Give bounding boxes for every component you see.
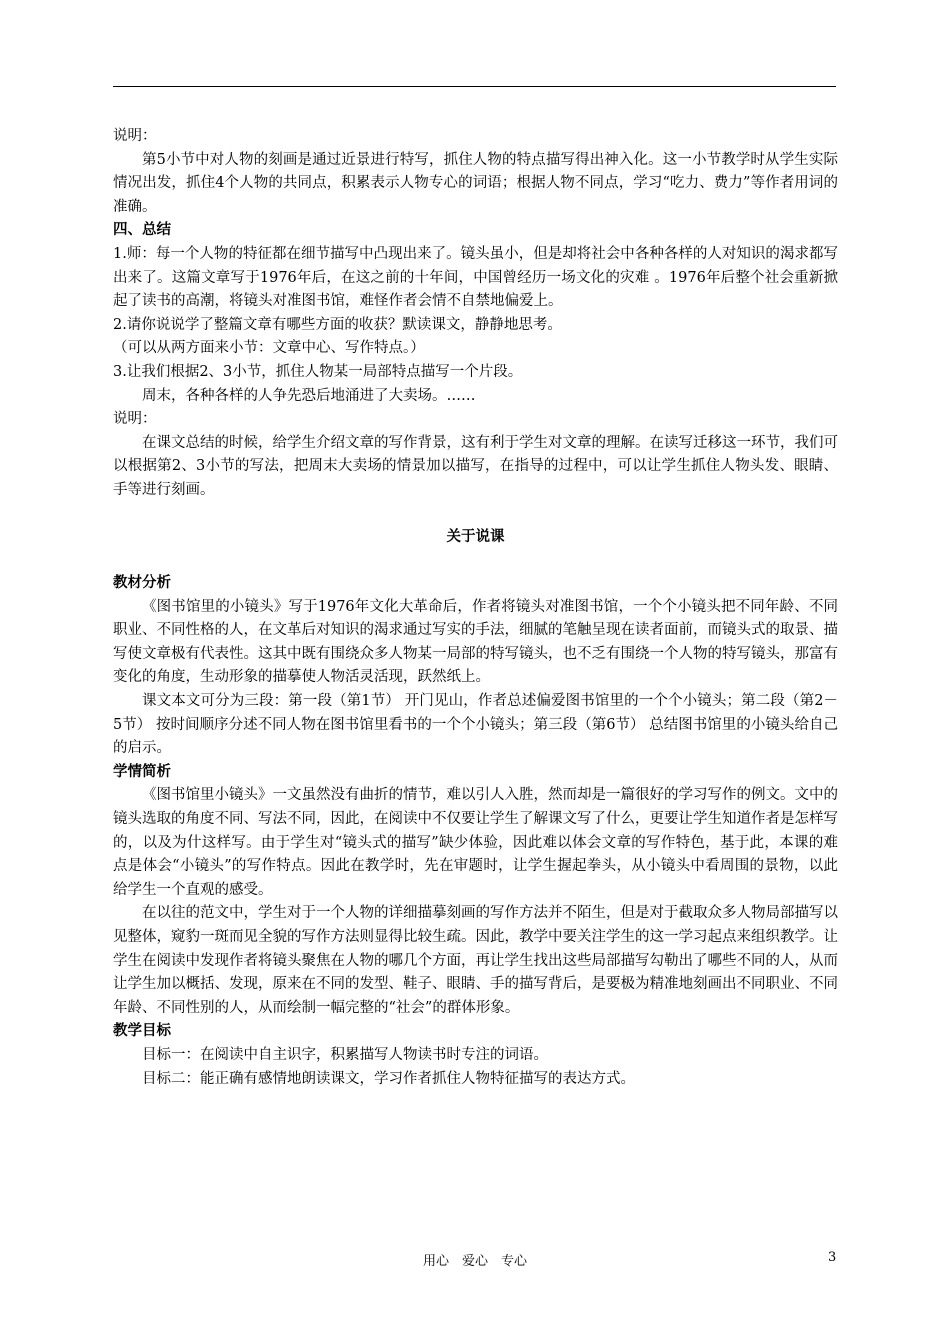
list-line: （可以从两方面来小节：文章中心、写作特点。） [113,340,425,357]
body-paragraph: 《图书馆里小镜头》一文虽然没有曲折的情节，难以引人入胜，然而却是一篇很好的学习写作的例文。文中的镜头选取的角度不同、写法不同，因此，在阅读中不仅要让学生了解课文写了什么，更要让学生知道作者是怎样写的，以及为什这样写。由于学生对“镜头式的描写”缺少体验，因此难以体会文章的写作特色，基于此，本课的难点是体会“小镜头”的写作特点。因此在教学时，先在审题时，让学生握起拳头，从小镜头中看周围的景物，以此给学生一个直观的感受。 [113,787,838,898]
document-body [113,125,838,1091]
header-rule [113,86,836,87]
section-heading: 四、总结 [113,222,171,239]
body-paragraph: 目标一：在阅读中自主识字，积累描写人物读书时专注的词语。 [142,1046,548,1063]
section-spacer [113,503,838,526]
body-paragraph: 目标二：能正确有感情地朗读课文，学习作者抓住人物特征描写的表达方式。 [142,1070,635,1087]
body-paragraph: 在以往的范文中，学生对于一个人物的详细描摹刻画的写作方法并不陌生，但是对于截取众多人物局部描写以见整体，窥豹一斑而见全貌的写作方法则显得比较生疏。因此，教学中要关注学生的这一学习起点来组织教学。让学生在阅读中发现作者将镜头聚焦在人物的哪几个方面，再让学生找出这些局部描写勾勒出了哪些不同的人，从而让学生加以概括、发现，原来在不同的发型、鞋子、眼睛、手的描写背后，是要极为精准地刻画出不同职业、不同年龄、不同性别的人，从而绘制一幅完整的“社会”的群体形象。 [113,905,838,1016]
section-spacer [113,549,838,572]
body-paragraph: 在课文总结的时候，给学生介绍文章的写作背景，这有利于学生对文章的理解。在读写迁移这一环节，我们可以根据第2、3小节的写法，把周末大卖场的情景加以描写，在指导的过程中，可以让学生抓住人物头发、眼睛、手等进行刻画。 [113,434,838,498]
section-heading: 教材分析 [113,575,171,592]
page-number: 3 [828,1250,837,1265]
note-label: 说明： [113,128,157,144]
page-section-title: 关于说课 [446,528,505,545]
list-line: 3.让我们根据2、3小节，抓住人物某一局部特点描写一个片段。 [113,363,523,380]
list-line: 2.请你说说学了整篇文章有哪些方面的收获？默读课文，静静地思考。 [113,316,562,333]
note-label: 说明： [113,411,157,428]
body-paragraph: 课文本文可分为三段：第一段（第1节） 开门见山，作者总述偏爱图书馆里的一个个小镜头；第二段（第2－5节） 按时间顺序分述不同人物在图书馆里看书的一个个小镜头；第三段（第6节） 总结图书馆里的小镜头给自己的启示。 [113,693,838,757]
page-footer [0,1250,950,1270]
list-line: 1.师：每一个人物的特征都在细节描写中凸现出来了。镜头虽小，但是却将社会中各种各样的人对知识的渴求都写出来了。这篇文章写于1976年后，在这之前的十年间，中国曾经历一场文化的灾难 。1976年后整个社会重新掀起了读书的高潮，将镜头对准图书馆，难怪作者会情不自禁地偏爱上。 [113,245,838,310]
body-paragraph: 第5小节中对人物的刻画是通过近景进行特写，抓住人物的特点描写得出神入化。这一小节教学时从学生实际情况出发，抓住4个人物的共同点，积累表示人物专心的词语；根据人物不同点，学习“吃力、费力”等作者用词的准确。 [113,151,838,215]
body-paragraph: 《图书馆里的小镜头》写于1976年文化大革命后，作者将镜头对准图书馆，一个个小镜头把不同年龄、不同职业、不同性格的人，在文革后对知识的渴求通过写实的手法，细腻的笔触呈现在读者面前，而镜头式的取景、描写使文章极有代表性。这其中既有围绕众多人物某一局部的特写镜头，也不乏有围绕一个人物的特写镜头，那富有变化的角度，生动形象的描摹使人物活灵活现，跃然纸上。 [113,598,838,686]
body-paragraph: 周末，各种各样的人争先恐后地涌进了大卖场。…… [142,387,476,404]
footer-motto: 用心 爱心 专心 [422,1254,527,1269]
section-heading: 学情简析 [113,763,171,780]
section-heading: 教学目标 [113,1023,171,1040]
